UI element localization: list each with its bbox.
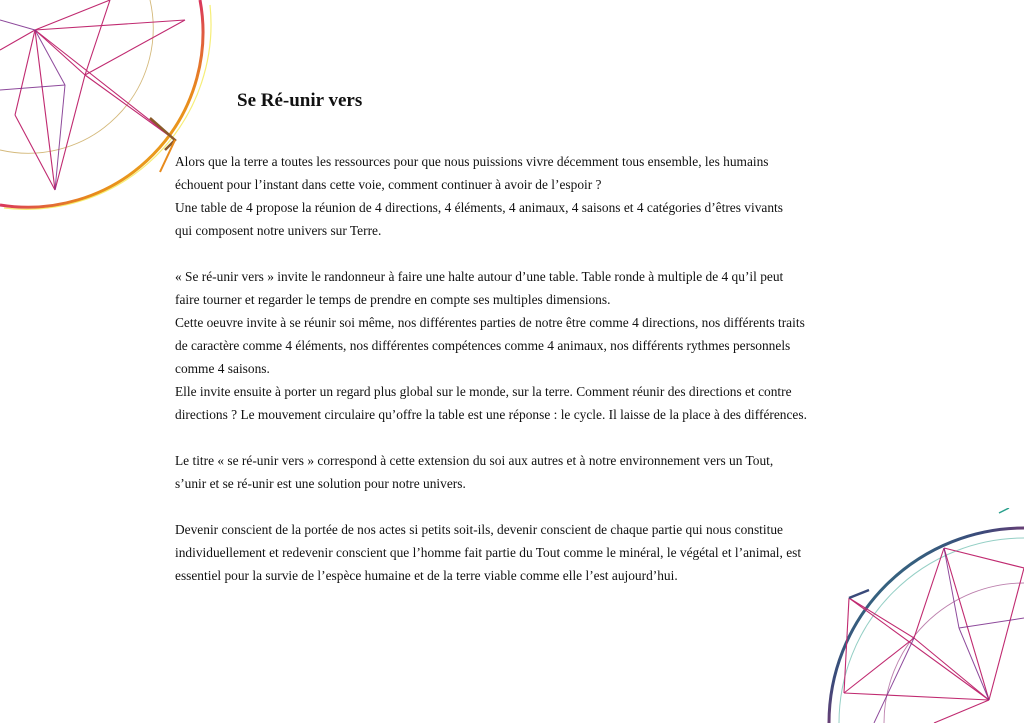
paragraph-line: s’unir et se ré-unir est une solution pour notre univers. bbox=[175, 476, 466, 491]
paragraph-line: qui composent notre univers sur Terre. bbox=[175, 223, 382, 238]
paragraph-line: essentiel pour la survie de l’espèce humaine et de la terre viable comme elle l’est aujourd’hui. bbox=[175, 568, 678, 583]
blank-line bbox=[175, 495, 900, 518]
paragraph-line: Devenir conscient de la portée de nos actes si petits soit-ils, devenir conscient de chaque partie qui nous constitue bbox=[175, 522, 783, 537]
paragraph-line: Alors que la terre a toutes les ressources pour que nous puissions vivre décemment tous ensemble, les humains bbox=[175, 154, 769, 169]
paragraph-line: échouent pour l’instant dans cette voie, comment continuer à avoir de l’espoir ? bbox=[175, 177, 602, 192]
paragraph-line: Elle invite ensuite à porter un regard plus global sur le monde, sur la terre. Comment réunir des directions et contre bbox=[175, 384, 792, 399]
page-title: Se Ré-unir vers bbox=[237, 90, 363, 111]
document-body bbox=[175, 150, 900, 587]
paragraph-line: Une table de 4 propose la réunion de 4 directions, 4 éléments, 4 animaux, 4 saisons et 4 catégories d’êtres vivants bbox=[175, 200, 783, 215]
paragraph-line: directions ? Le mouvement circulaire qu’offre la table est une réponse : le cycle. Il laisse de la place à des différences. bbox=[175, 407, 807, 422]
blank-line bbox=[175, 242, 900, 265]
paragraph-line: faire tourner et regarder le temps de prendre en compte ses multiples dimensions. bbox=[175, 292, 611, 307]
paragraph-line: individuellement et redevenir conscient que l’homme fait partie du Tout comme le minéral, le végétal et l’animal, est bbox=[175, 545, 802, 560]
paragraph-line: Cette oeuvre invite à se réunir soi même, nos différentes parties de notre être comme 4 directions, nos différents traits bbox=[175, 315, 805, 330]
paragraph-line: de caractère comme 4 éléments, nos différentes compétences comme 4 animaux, nos différents rythmes personnels bbox=[175, 338, 791, 353]
paragraph-line: Le titre « se ré-unir vers » correspond à cette extension du soi aux autres et à notre environnement vers un Tout, bbox=[175, 453, 774, 468]
blank-line bbox=[175, 426, 900, 449]
paragraph-line: comme 4 saisons. bbox=[175, 361, 270, 376]
paragraph-line: « Se ré-unir vers » invite le randonneur à faire une halte autour d’une table. Table ronde à multiple de 4 qu’il peut bbox=[175, 269, 784, 284]
